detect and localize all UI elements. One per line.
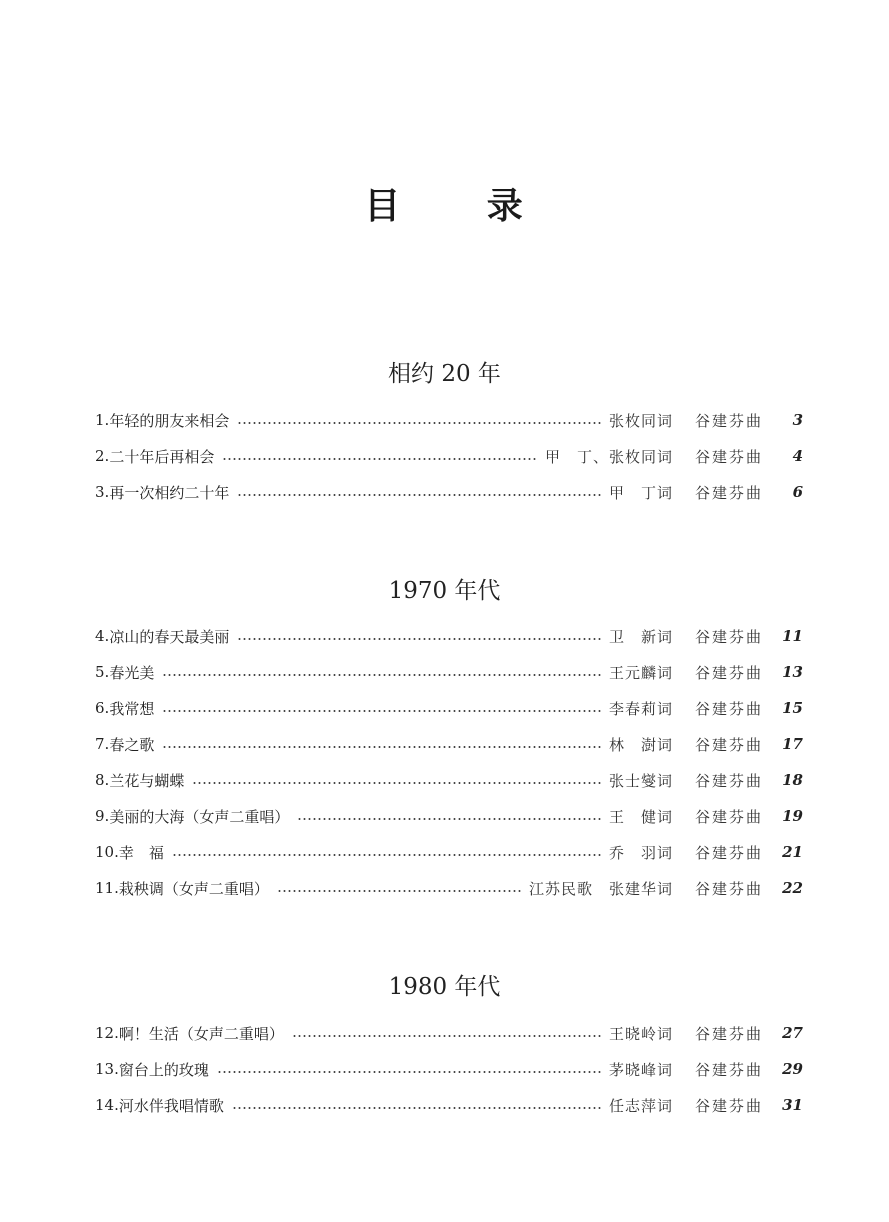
dot-leader [237, 494, 601, 496]
entry-lyricist: 张士燮词 [608, 771, 673, 790]
entry-composer: 谷建芬曲 [694, 735, 763, 754]
entry-number: 5. [95, 663, 110, 681]
dot-leader [292, 1035, 601, 1037]
section-heading: 1970 年代 [388, 578, 501, 604]
toc-entry[interactable] [95, 840, 803, 864]
entry-title: 幸 福 [118, 843, 164, 862]
dot-leader [232, 1107, 601, 1109]
entry-number: 1. [95, 411, 110, 429]
entry-page-number: 13 [782, 663, 803, 681]
toc-entry[interactable] [95, 408, 803, 432]
toc-entry[interactable] [95, 624, 803, 648]
dot-leader [162, 710, 601, 712]
entry-composer: 谷建芬曲 [694, 483, 763, 502]
entry-number: 3. [95, 483, 110, 501]
entry-number: 4. [95, 627, 110, 645]
entry-composer: 谷建芬曲 [694, 699, 763, 718]
entry-lyricist: 任志萍词 [608, 1096, 673, 1115]
entry-title: 凉山的春天最美丽 [109, 627, 230, 646]
entry-number: 11. [95, 879, 119, 897]
entry-number: 6. [95, 699, 110, 717]
entry-lyricist: 王 健词 [608, 807, 673, 826]
entry-page-number: 27 [782, 1024, 803, 1042]
entry-number: 9. [95, 807, 110, 825]
entry-title: 河水伴我唱情歌 [118, 1096, 224, 1115]
dot-leader [237, 422, 601, 424]
entry-lyricist: 王晓岭词 [608, 1024, 673, 1043]
entry-title: 再一次相约二十年 [109, 483, 230, 502]
dot-leader [237, 638, 601, 640]
entry-composer: 谷建芬曲 [694, 411, 763, 430]
entry-composer: 谷建芬曲 [694, 771, 763, 790]
toc-entry[interactable] [95, 1021, 803, 1045]
toc-entry[interactable] [95, 660, 803, 684]
entry-title: 年轻的朋友来相会 [109, 411, 230, 430]
toc-entry[interactable] [95, 876, 803, 900]
dot-leader [162, 674, 601, 676]
entry-number: 2. [95, 447, 110, 465]
toc-entry[interactable] [95, 732, 803, 756]
dot-leader [297, 818, 601, 820]
toc-entry[interactable] [95, 804, 803, 828]
entry-lyricist: 茅晓峰词 [608, 1060, 673, 1079]
entry-page-number: 29 [782, 1060, 803, 1078]
entry-lyricist: 江苏民歌 张建华词 [528, 879, 673, 898]
entry-title: 啊！生活（女声二重唱） [118, 1024, 284, 1043]
entry-page-number: 19 [782, 807, 803, 825]
entry-title: 春光美 [109, 663, 155, 682]
entry-page-number: 6 [792, 483, 803, 501]
toc-entry[interactable] [95, 1093, 803, 1117]
entry-lyricist: 林 澍词 [608, 735, 673, 754]
entry-number: 10. [95, 843, 119, 861]
toc-entry[interactable] [95, 444, 803, 468]
entry-title: 栽秧调（女声二重唱） [118, 879, 269, 898]
entry-title: 兰花与蝴蝶 [109, 771, 185, 790]
entry-composer: 谷建芬曲 [694, 1060, 763, 1079]
entry-page-number: 18 [782, 771, 803, 789]
entry-composer: 谷建芬曲 [694, 879, 763, 898]
dot-leader [192, 782, 601, 784]
entry-lyricist: 乔 羽词 [608, 843, 673, 862]
entry-number: 14. [95, 1096, 119, 1114]
entry-page-number: 31 [782, 1096, 803, 1114]
toc-entry[interactable] [95, 696, 803, 720]
entry-number: 12. [95, 1024, 119, 1042]
entry-composer: 谷建芬曲 [694, 663, 763, 682]
entry-page-number: 15 [782, 699, 803, 717]
toc-entry[interactable] [95, 768, 803, 792]
entry-lyricist: 甲 丁、张枚同词 [544, 447, 673, 466]
dot-leader [277, 890, 521, 892]
entry-number: 13. [95, 1060, 119, 1078]
entry-page-number: 4 [792, 447, 803, 465]
entry-lyricist: 甲 丁词 [608, 483, 673, 502]
section-heading: 相约 20 年 [388, 361, 501, 387]
entry-title: 春之歌 [109, 735, 155, 754]
section-heading: 1980 年代 [388, 974, 501, 1000]
entry-lyricist: 王元麟词 [608, 663, 673, 682]
entry-page-number: 3 [792, 411, 803, 429]
entry-composer: 谷建芬曲 [694, 807, 763, 826]
entry-lyricist: 卫 新词 [608, 627, 673, 646]
entry-composer: 谷建芬曲 [694, 1024, 763, 1043]
dot-leader [162, 746, 601, 748]
entry-lyricist: 张枚同词 [608, 411, 673, 430]
entry-number: 8. [95, 771, 110, 789]
entry-composer: 谷建芬曲 [694, 627, 763, 646]
dot-leader [222, 458, 537, 460]
entry-title: 二十年后再相会 [109, 447, 215, 466]
entry-page-number: 11 [782, 627, 803, 645]
entry-page-number: 17 [782, 735, 803, 753]
dot-leader [172, 854, 601, 856]
entry-title: 窗台上的玫瑰 [118, 1060, 209, 1079]
page-title: 目 录 [364, 186, 525, 227]
toc-entry[interactable] [95, 1057, 803, 1081]
dot-leader [217, 1071, 601, 1073]
entry-lyricist: 李春莉词 [608, 699, 673, 718]
entry-title: 美丽的大海（女声二重唱） [109, 807, 290, 826]
entry-composer: 谷建芬曲 [694, 447, 763, 466]
entry-number: 7. [95, 735, 110, 753]
entry-composer: 谷建芬曲 [694, 1096, 763, 1115]
entry-page-number: 22 [782, 879, 803, 897]
entry-title: 我常想 [109, 699, 155, 718]
entry-page-number: 21 [782, 843, 803, 861]
entry-composer: 谷建芬曲 [694, 843, 763, 862]
toc-entry[interactable] [95, 480, 803, 504]
